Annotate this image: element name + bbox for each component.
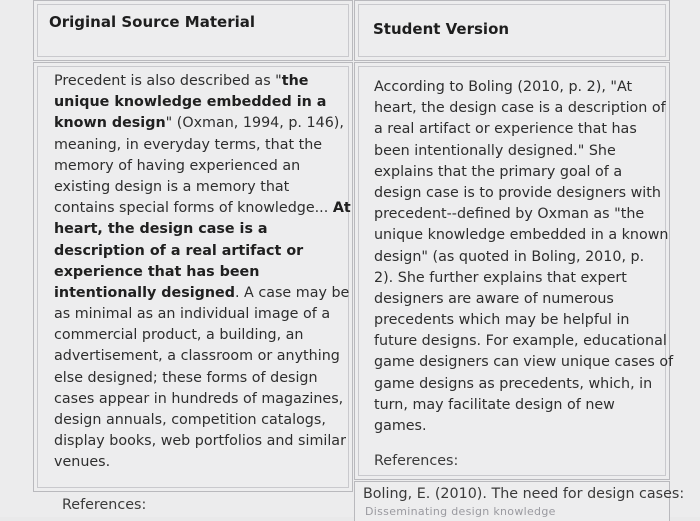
student-line: game designs as precedents, which, in	[374, 375, 653, 392]
original-text: else designed; these forms of design	[54, 369, 318, 386]
student-line: design" (as quoted in Boling, 2010, p.	[374, 248, 645, 265]
original-text: as minimal as an individual image of a	[54, 306, 331, 323]
student-line: design case is to provide designers with	[374, 184, 661, 201]
original-line	[54, 241, 351, 262]
student-line: 2). She further explains that expert	[374, 269, 627, 286]
original-line	[54, 431, 351, 452]
original-line	[54, 71, 351, 92]
student-references-label: References:	[374, 453, 459, 469]
student-passage	[374, 77, 673, 437]
original-line	[54, 156, 351, 177]
header-original: Original Source Material	[49, 13, 256, 31]
original-line	[54, 410, 351, 431]
student-line: explains that the primary goal of a	[374, 163, 623, 180]
original-line	[54, 389, 351, 410]
original-line	[54, 325, 351, 346]
student-line: According to Boling (2010, p. 2), "At	[374, 79, 633, 95]
original-bold-text: known design	[54, 115, 166, 132]
original-line	[54, 283, 351, 304]
original-line	[54, 346, 351, 367]
header-student: Student Version	[373, 20, 510, 38]
original-line	[54, 92, 351, 113]
original-line	[54, 219, 351, 240]
original-bold-text: heart, the design case is a	[54, 221, 268, 238]
original-text: . A case may be	[234, 284, 350, 301]
student-line: been intentionally designed." She	[374, 142, 616, 159]
original-text: Precedent is also described as "	[54, 73, 282, 89]
header-cell-original	[33, 0, 353, 61]
original-bold-text: unique knowledge embedded in a	[54, 94, 327, 111]
student-line: designers are aware of numerous	[374, 290, 614, 307]
original-text: commercial product, a building, an	[54, 327, 304, 344]
original-line	[54, 452, 351, 473]
original-text: cases appear in hundreds of magazines,	[54, 390, 344, 407]
original-bold-text: the	[281, 73, 309, 89]
original-line	[54, 198, 351, 219]
original-bold-text: description of a real artifact or	[54, 242, 304, 259]
original-text: venues.	[54, 454, 111, 471]
student-line: precedent--defined by Oxman as "the	[374, 206, 645, 223]
original-line	[54, 262, 351, 283]
original-line	[54, 368, 351, 389]
original-text: memory of having experienced an	[54, 157, 301, 174]
student-line: a real artifact or experience that has	[374, 121, 637, 138]
original-text: contains special forms of knowledge...	[54, 200, 333, 217]
original-text: display books, web portfolios and similar	[54, 433, 346, 450]
student-citation-cutoff: Disseminating design knowledge	[365, 507, 556, 517]
header-cell-student	[354, 0, 670, 61]
original-text: " (Oxman, 1994, p. 146),	[165, 115, 344, 132]
student-line: future designs. For example, educational	[374, 333, 667, 350]
original-passage	[54, 71, 351, 474]
original-line	[54, 113, 351, 134]
original-text: meaning, in everyday terms, that the	[54, 136, 323, 153]
original-line	[54, 177, 351, 198]
student-line: precedents which may be helpful in	[374, 312, 630, 329]
original-bold-text: intentionally designed	[54, 284, 235, 301]
student-line: game designers can view unique cases of	[374, 354, 674, 371]
original-line	[54, 304, 351, 325]
student-citation: Boling, E. (2010). The need for design cases:	[363, 486, 685, 502]
student-line: heart, the design case is a description of	[374, 100, 666, 117]
student-line: turn, may facilitate design of new	[374, 396, 615, 413]
original-bold-text: experience that has been	[54, 263, 260, 280]
original-text: design annuals, competition catalogs,	[54, 412, 326, 428]
student-line: games.	[374, 418, 427, 434]
original-bold-text: At	[332, 200, 351, 217]
student-line: unique knowledge embedded in a known	[374, 227, 669, 244]
original-text: existing design is a memory that	[54, 178, 290, 195]
original-references-label: References:	[62, 497, 147, 513]
original-text: advertisement, a classroom or anything	[54, 348, 340, 365]
original-line	[54, 135, 351, 156]
